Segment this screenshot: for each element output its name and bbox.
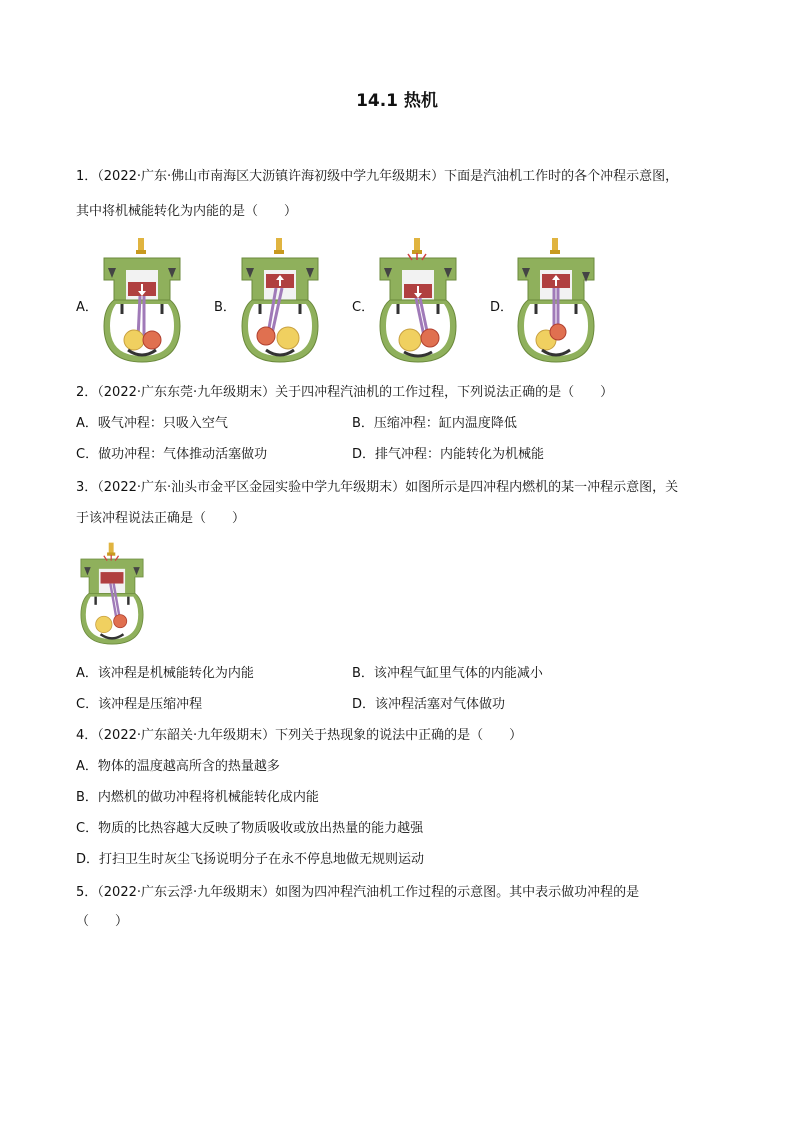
- q1-option-b-label: B．: [214, 300, 236, 315]
- q3-stem-line1: 3．（2022·广东·汕头市金平区金园实验中学九年级期末）如图所示是四冲程内燃机的某一冲程示意图，关: [76, 480, 679, 495]
- engine-diagram-a: [98, 238, 186, 366]
- q5-stem-line2: （ ）: [76, 914, 129, 929]
- q3-engine-diagram: [76, 536, 148, 654]
- q1-option-c-label: C．: [352, 300, 375, 315]
- q3-option-c[interactable]: C．该冲程是压缩冲程: [76, 697, 203, 712]
- q5-stem-line1: 5．（2022·广东云浮·九年级期末）如图为四冲程汽油机工作过程的示意图。其中表示做功冲程的是: [76, 885, 640, 900]
- q1-engine-diagrams: [76, 238, 636, 368]
- q4-stem: 4．（2022·广东韶关·九年级期末）下列关于热现象的说法中正确的是（ ）: [76, 728, 523, 743]
- q1-option-a-label: A．: [76, 300, 98, 315]
- q2-stem: 2．（2022·广东东莞·九年级期末）关于四冲程汽油机的工作过程，下列说法正确的是（ ）: [76, 385, 614, 400]
- q1-stem-line2: 其中将机械能转化为内能的是（ ）: [76, 204, 298, 219]
- engine-diagram-b: [236, 238, 324, 366]
- q4-option-a[interactable]: A．物体的温度越高所含的热量越多: [76, 759, 280, 774]
- q3-option-a[interactable]: A．该冲程是机械能转化为内能: [76, 666, 254, 681]
- engine-diagram-c: [374, 238, 462, 366]
- q2-option-b[interactable]: B．压缩冲程：缸内温度降低: [352, 416, 517, 431]
- q4-option-b[interactable]: B．内燃机的做功冲程将机械能转化成内能: [76, 790, 319, 805]
- q3-option-d[interactable]: D．该冲程活塞对气体做功: [352, 697, 506, 712]
- q1-option-d-label: D．: [490, 300, 514, 315]
- q2-option-d[interactable]: D．排气冲程：内能转化为机械能: [352, 447, 545, 462]
- q4-option-c[interactable]: C．物质的比热容越大反映了物质吸收或放出热量的能力越强: [76, 821, 424, 836]
- q3-option-b[interactable]: B．该冲程气缸里气体的内能减小: [352, 666, 543, 681]
- q3-stem-line2: 于该冲程说法正确是（ ）: [76, 511, 246, 526]
- q2-option-c[interactable]: C．做功冲程：气体推动活塞做功: [76, 447, 268, 462]
- q4-option-d[interactable]: D．打扫卫生时灰尘飞扬说明分子在永不停息地做无规则运动: [76, 852, 425, 867]
- page-title: 14.1 热机: [356, 91, 438, 111]
- q1-stem-line1: 1．（2022·广东·佛山市南海区大沥镇许海初级中学九年级期末）下面是汽油机工作时的各个冲程示意图，: [76, 169, 679, 184]
- engine-diagram-d: [512, 238, 600, 366]
- q2-option-a[interactable]: A．吸气冲程：只吸入空气: [76, 416, 228, 431]
